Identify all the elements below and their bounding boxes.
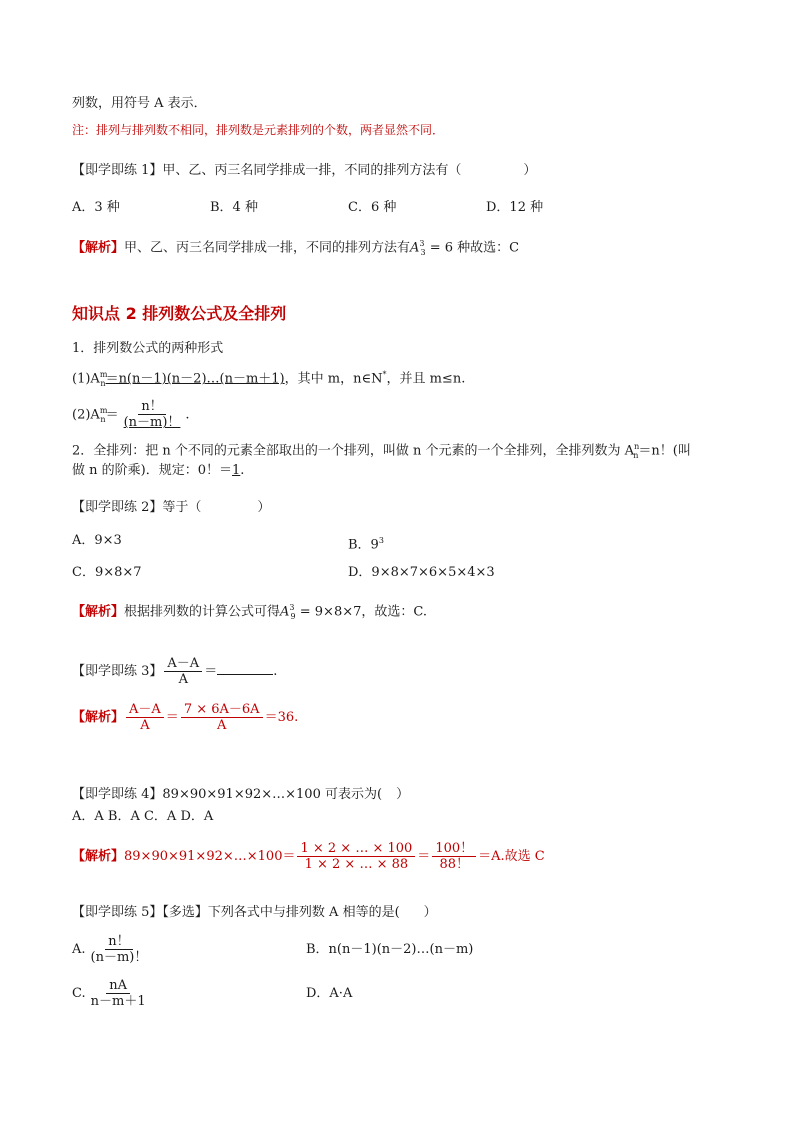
full-permutation-line1: 2．全排列：把 n 个不同的元素全部取出的一个排列，叫做 n 个元素的一个全排列，全排列数为 $A^n_n=n$！(叫 [72,442,691,460]
ex3-solution: 【解析】 $\frac{A-A}{A}$ ＝ $\frac{7 \times 6A-6A}{A}$ ＝36. [72,702,299,733]
full-permutation-line2: 做 n 的阶乘)．规定：0！＝1. [72,463,245,478]
ex5-option-c: C. $\frac{nA}{n-m+1}$ [72,978,146,1009]
ex5-option-a: A. $\frac{n!}{(n-m)!}$ [72,934,148,965]
ex1-question: 【即学即练 1】甲、乙、丙三名同学排成一排，不同的排列方法有（ ） [72,163,537,178]
ex5-question: 【即学即练 5】【多选】下列各式中与排列数 A 相等的是( ） [72,905,437,920]
section-heading: 知识点 2 排列数公式及全排列 [72,304,287,323]
formula-1: $(1)A^m_n=n(n-1)(n-2)\dots(n-m+1)$，其中 m，n∈N*，并且 m≤n. [72,370,466,388]
ex2-option-b: B．$9^3$ [348,536,384,553]
ex2-solution: 【解析】根据排列数的计算公式可得$A^3_9 = 9\times 8\times 7$，故选：C. [72,603,427,621]
formula-title: 1．排列数公式的两种形式 [72,341,224,356]
answer-blank[interactable] [217,662,273,675]
ex4-tag: 【即学即练 4】 [72,787,163,802]
intro-line: 列数，用符号 A 表示． [72,96,207,111]
formula-2: $(2)A^m_n=$ $\frac{n!}{(n-m)!}$ . [72,399,190,431]
ex2-option-d: D．9×8×7×6×5×4×3 [348,565,495,580]
ex4-options: A．A B．A C．A D．A [72,809,214,824]
ex1-tag: 【即学即练 1】 [72,163,163,178]
ex1-option-c: C．6 种 [348,200,397,215]
ex5-tag: 【即学即练 5】 [72,905,163,920]
ex4-solution: 【解析】89×90×91×92×…×100＝ $\frac{1 \times 2 \times \dots \times 100}{1 \times 2 \times \dots \times 88}$ ＝ $\frac{100!}{88!}$ ＝A.故选 C [72,841,545,872]
ex5-option-d: D．A·A [306,986,353,1001]
ex1-solution: 【解析】甲、乙、丙三名同学排成一排，不同的排列方法有$A^3_3 = 6$ 种故选：C [72,239,520,257]
ex4-question: 【即学即练 4】89×90×91×92×…×100 可表示为( ） [72,787,410,802]
ex2-option-c: C．9×8×7 [72,565,142,580]
intro-note: 注：排列与排列数不相同，排列数是元素排列的个数，两者显然不同． [72,123,445,137]
ex1-option-b: B．4 种 [210,200,258,215]
ex2-question: 【即学即练 2】等于（ ） [72,500,271,515]
ex2-option-a: A．9×3 [72,533,122,548]
ex1-option-d: D．12 种 [486,200,544,215]
ex1-option-a: A．3 种 [72,200,120,215]
ex3-tag: 【即学即练 3】 [72,664,163,679]
ex3-question: 【即学即练 3】 $\frac{A-A}{A}$ ＝ . [72,656,278,687]
ex2-tag: 【即学即练 2】 [72,500,163,515]
ex5-option-b: B．n(n－1)(n－2)…(n－m) [306,942,474,957]
